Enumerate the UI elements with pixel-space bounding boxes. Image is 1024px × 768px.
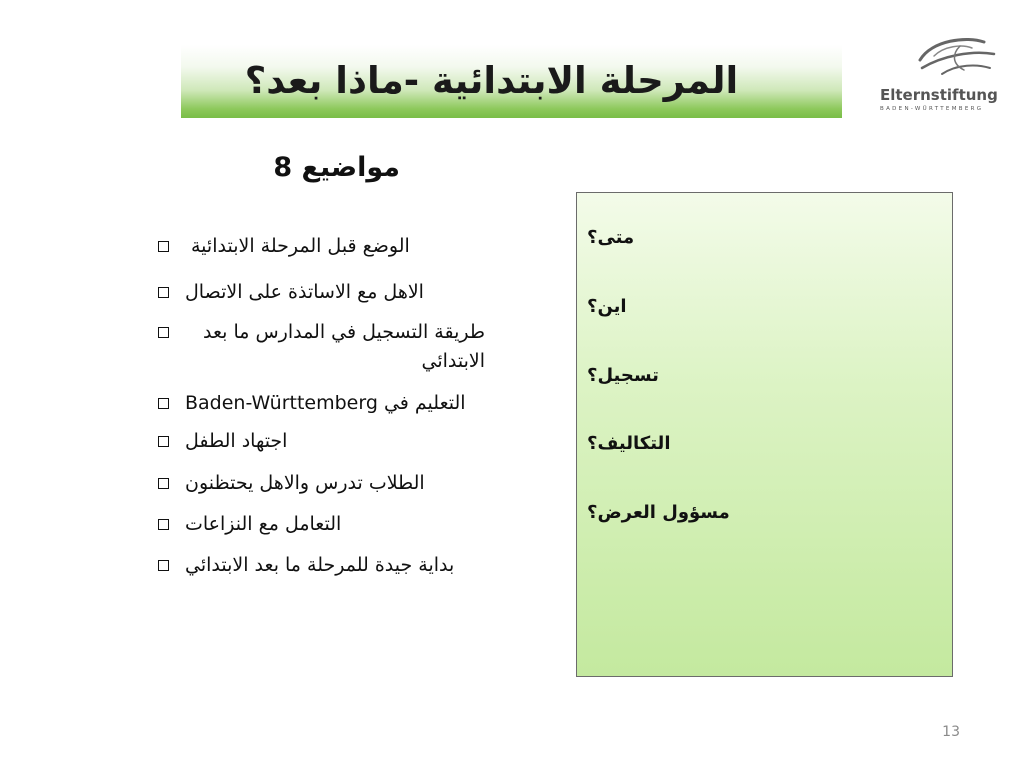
slide-title: المرحلة الابتدائية -ماذا بعد؟ — [244, 59, 739, 102]
question-item: اين؟ — [587, 296, 627, 317]
elternstiftung-logo — [872, 30, 1002, 115]
checkbox-bullet-icon — [158, 327, 169, 338]
topics-heading: مواضيع 8 — [273, 152, 400, 183]
list-item — [155, 232, 545, 278]
checkbox-bullet-icon — [158, 398, 169, 409]
checkbox-bullet-icon — [158, 436, 169, 447]
list-item — [155, 278, 545, 318]
topic-label: الاهل مع الاساتذة على الاتصال — [185, 281, 424, 303]
list-item — [155, 427, 545, 469]
logo-name: Elternstiftung — [880, 86, 998, 104]
list-item — [155, 510, 545, 551]
questions-box — [576, 192, 953, 677]
checkbox-bullet-icon — [158, 287, 169, 298]
topic-label: طريقة التسجيل في المدارس ما بعد الابتدائي — [202, 321, 485, 372]
question-item: التكاليف؟ — [587, 433, 671, 454]
list-item — [155, 469, 545, 510]
topic-label: التعامل مع النزاعات — [185, 513, 342, 535]
logo-subtitle: BADEN-WÜRTTEMBERG — [880, 106, 984, 112]
checkbox-bullet-icon — [158, 478, 169, 489]
page-number: 13 — [942, 724, 960, 740]
topic-label: اجتهاد الطفل — [185, 430, 288, 452]
topic-list — [155, 232, 545, 589]
topic-label: الطلاب تدرس والاهل يحتظنون — [185, 472, 425, 494]
checkbox-bullet-icon — [158, 241, 169, 252]
title-banner — [181, 45, 842, 118]
topic-label: بداية جيدة للمرحلة ما بعد الابتدائي — [185, 554, 455, 576]
list-item — [155, 551, 545, 589]
question-item: مسؤول العرض؟ — [587, 502, 730, 523]
question-item: تسجيل؟ — [587, 365, 659, 386]
list-item — [155, 318, 545, 389]
checkbox-bullet-icon — [158, 560, 169, 571]
list-item — [155, 389, 545, 427]
topic-label: Baden-Württemberg التعليم في — [185, 392, 466, 414]
question-item: متى؟ — [587, 227, 635, 248]
es-swoosh-logo-icon — [872, 30, 1002, 86]
topic-label: الوضع قبل المرحلة الابتدائية — [191, 235, 410, 257]
checkbox-bullet-icon — [158, 519, 169, 530]
